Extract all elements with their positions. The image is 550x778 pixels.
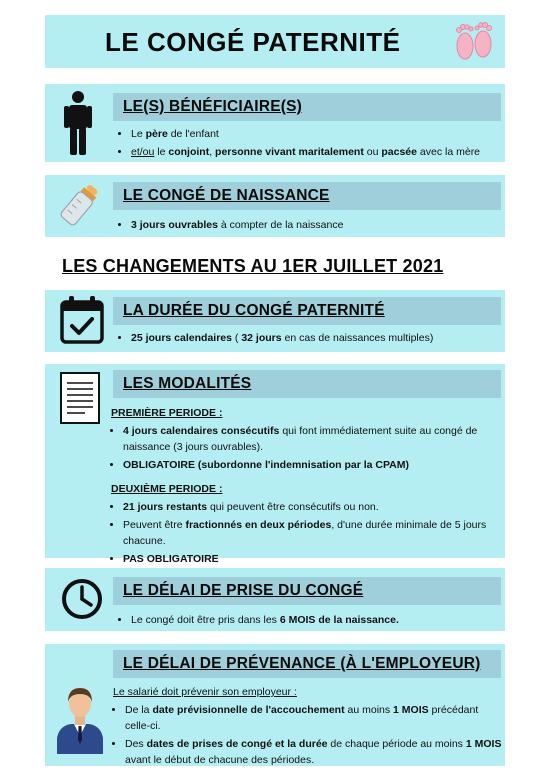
baby-feet-icon	[450, 20, 498, 64]
businessman-icon	[55, 682, 105, 754]
prevenance-panel	[45, 644, 505, 766]
delai-prise-list	[119, 612, 499, 630]
delai-prise-panel	[45, 568, 505, 631]
man-silhouette-icon	[63, 90, 93, 156]
list-item: • 25 jours calendaires ( 32 jours en cas de naissances multiples)	[131, 330, 499, 346]
list-item: • Le père de l'enfant	[131, 126, 499, 142]
naissance-list	[119, 217, 499, 235]
list-item: • De la date prévisionnelle de l'accouchement au moins 1 MOIS précédant celle-ci.	[125, 702, 503, 734]
baby-bottle-icon	[59, 183, 101, 229]
naissance-heading: LE CONGÉ DE NAISSANCE	[113, 182, 501, 210]
list-item: • 21 jours restants qui peuvent être consécutifs ou non.	[123, 499, 501, 515]
clock-icon	[61, 578, 103, 620]
modalites-content	[111, 405, 501, 569]
page-title: LE CONGÉ PATERNITÉ	[105, 27, 401, 57]
changes-heading: LES CHANGEMENTS AU 1ER JUILLET 2021	[62, 256, 444, 276]
beneficiaires-list	[119, 126, 499, 162]
title-panel	[45, 15, 505, 68]
list-item: • Des dates de prises de congé et la durée de chaque période au moins 1 MOIS avant le début de chacune des périodes.	[125, 736, 503, 768]
beneficiaires-panel	[45, 84, 505, 162]
period2-label: DEUXIÈME PERIODE :	[111, 483, 223, 495]
list-item: • 3 jours ouvrables à compter de la naissance	[131, 217, 499, 233]
delai-prise-heading: LE DÉLAI DE PRISE DU CONGÉ	[113, 577, 501, 605]
prevenance-content	[113, 684, 503, 770]
duree-heading: LA DURÉE DU CONGÉ PATERNITÉ	[113, 297, 501, 325]
document-icon	[59, 371, 101, 425]
list-item: • 4 jours calendaires consécutifs qui font immédiatement suite au congé de naissance (3 jours ouvrables).	[123, 423, 501, 455]
modalites-heading: LES MODALITÉS	[113, 370, 501, 398]
list-item: • et/ou le conjoint, personne vivant maritalement ou pacsée avec la mère	[131, 144, 499, 160]
naissance-panel	[45, 175, 505, 237]
list-item: • Peuvent être fractionnés en deux périodes, d'une durée minimale de 5 jours chacune.	[123, 517, 501, 549]
beneficiaires-heading: LE(S) BÉNÉFICIAIRE(S)	[113, 93, 501, 121]
list-item: • PAS OBLIGATOIRE	[123, 551, 501, 567]
list-item: • Le congé doit être pris dans les 6 MOIS de la naissance.	[131, 612, 499, 628]
list-item: • OBLIGATOIRE (subordonne l'indemnisation par la CPAM)	[123, 457, 501, 473]
duree-list	[119, 330, 499, 348]
period1-label: PREMIÈRE PERIODE :	[111, 407, 223, 419]
duree-panel	[45, 290, 505, 352]
prevenance-heading: LE DÉLAI DE PRÉVENANCE (À L'EMPLOYEUR)	[113, 650, 501, 678]
prevenance-intro: Le salarié doit prévenir son employeur :	[113, 686, 297, 698]
modalites-panel	[45, 364, 505, 565]
calendar-check-icon	[59, 295, 105, 345]
